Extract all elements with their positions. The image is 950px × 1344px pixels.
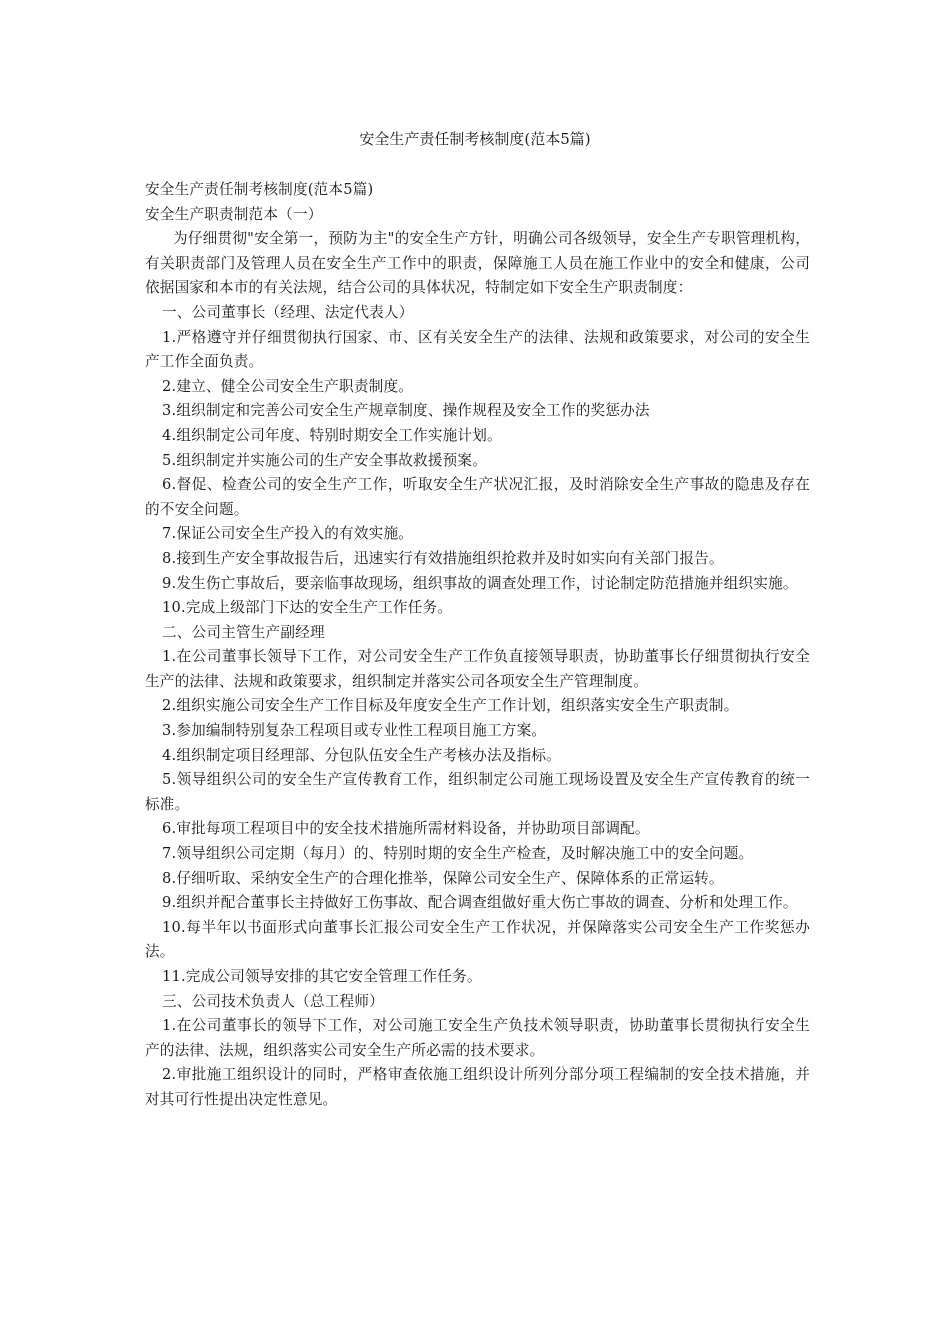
paragraph: 9.组织并配合董事长主持做好工伤事故、配合调查组做好重大伤亡事故的调查、分析和处理工作。 [162, 894, 798, 912]
paragraph: 3.组织制定和完善公司安全生产规章制度、操作规程及安全工作的奖惩办法 [162, 402, 650, 420]
document-title: 安全生产责任制考核制度(范本5篇) [359, 130, 591, 148]
paragraph: 2.审批施工组织设计的同时，严格审查依施工组织设计所列分部分项工程编制的安全技术措施，并对其可行性提出决定性意见。 [145, 1066, 810, 1108]
paragraph: 一、公司董事长（经理、法定代表人） [162, 303, 414, 321]
paragraph: 2.建立、健全公司安全生产职责制度。 [162, 377, 414, 395]
paragraph: 6.督促、检查公司的安全生产工作，听取安全生产状况汇报，及时消除安全生产事故的隐患及存在的不安全问题。 [145, 476, 810, 518]
paragraph: 2.组织实施公司安全生产工作目标及年度安全生产工作计划，组织落实安全生产职责制。 [162, 697, 739, 715]
paragraph: 6.审批每项工程项目中的安全技术措施所需材料设备，并协助项目部调配。 [162, 820, 650, 838]
document-body [145, 178, 810, 1113]
paragraph: 4.组织制定公司年度、特别时期安全工作实施计划。 [162, 426, 502, 444]
paragraph: 4.组织制定项目经理部、分包队伍安全生产考核办法及指标。 [162, 746, 561, 764]
paragraph: 11.完成公司领导安排的其它安全管理工作任务。 [162, 968, 482, 985]
paragraph: 8.仔细听取、采纳安全生产的合理化推举，保障公司安全生产、保障体系的正常运转。 [162, 869, 724, 887]
paragraph: 8.接到生产安全事故报告后，迅速实行有效措施组织抢救并及时如实向有关部门报告。 [162, 549, 724, 567]
paragraph: 5.组织制定并实施公司的生产安全事故救援预案。 [162, 451, 487, 469]
paragraph: 10.每半年以书面形式向董事长汇报公司安全生产工作状况，并保障落实公司安全生产工作奖惩办法。 [145, 918, 810, 961]
paragraph: 1.严格遵守并仔细贯彻执行国家、市、区有关安全生产的法律、法规和政策要求，对公司的安全生产工作全面负责。 [145, 328, 810, 371]
paragraph: 10.完成上级部门下达的安全生产工作任务。 [162, 599, 453, 617]
paragraph: 1.在公司董事长领导下工作，对公司安全生产工作负直接领导职责，协助董事长仔细贯彻执行安全生产的法律、法规和政策要求，组织制定并落实公司各项安全生产管理制度。 [145, 648, 810, 690]
paragraph: 5.领导组织公司的安全生产宣传教育工作，组织制定公司施工现场设置及安全生产宣传教育的统一标准。 [145, 771, 810, 813]
paragraph: 三、公司技术负责人（总工程师） [162, 992, 384, 1010]
paragraph: 为仔细贯彻"安全第一，预防为主"的安全生产方针，明确公司各级领导，安全生产专职管理机构，有关职责部门及管理人员在安全生产工作中的职责，保障施工人员在施工作业中的安全和健康，公司依据国家和本市的有关法规，结合公司的具体状况，特制定如下安全生产职责制度： [145, 230, 810, 297]
paragraph: 9.发生伤亡事故后，要亲临事故现场，组织事故的调查处理工作，讨论制定防范措施并组织实施。 [162, 574, 798, 592]
paragraph: 1.在公司董事长的领导下工作，对公司施工安全生产负技术领导职责，协助董事长贯彻执行安全生产的法律、法规，组织落实公司安全生产所必需的技术要求。 [145, 1017, 810, 1059]
paragraph: 7.保证公司安全生产投入的有效实施。 [162, 525, 414, 543]
paragraph: 安全生产职责制范本（一） [145, 205, 323, 223]
paragraph: 7.领导组织公司定期（每月）的、特别时期的安全生产检查，及时解决施工中的安全问题。 [162, 845, 754, 863]
paragraph: 3.参加编制特别复杂工程项目或专业性工程项目施工方案。 [162, 722, 547, 740]
paragraph: 安全生产责任制考核制度(范本5篇) [145, 181, 374, 198]
paragraph: 二、公司主管生产副经理 [162, 623, 325, 641]
